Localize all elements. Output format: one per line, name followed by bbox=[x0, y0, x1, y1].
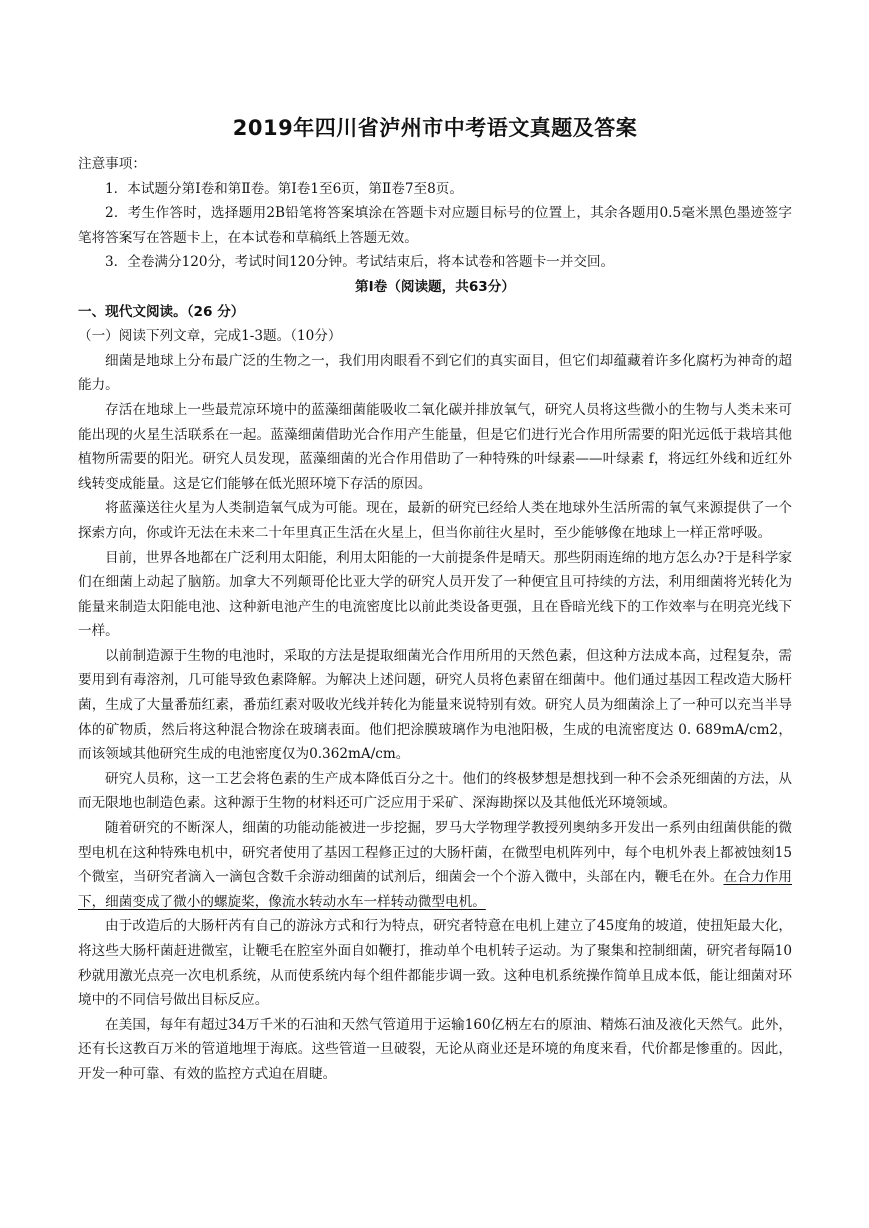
page-title: 2019年四川省泸州市中考语文真题及答案 bbox=[232, 116, 638, 140]
paragraph-9: 在美国，每年有超过34万千米的石油和天然气管道用于运输160亿柄左右的原油、精炼石油及液化天然气。此外，还有长这教百万米的管道地埋于海底。这些管道一旦破裂，无论从商业还是环境的角度来看，代价都是惨重的。因此，开发一种可靠、有效的监控方式迫在眉睫。 bbox=[78, 1016, 792, 1082]
paragraph-2: 存活在地球上一些最荒凉环境中的蓝藻细菌能吸收二氧化碳并排放氧气，研究人员将这些微小的生物与人类未来可能出现的火星生活联系在一起。蓝藻细菌借助光合作用产生能量，但是它们进行光合作用所需要的阳光远低于栽培其他植物所需要的阳光。研究人员发现，蓝藻细菌的光合作用借助了一种特殊的叶绿素——叶绿素 f，将远红外线和近红外线转变成能量。这是它们能够在低光照环境下存活的原因。 bbox=[78, 401, 792, 492]
exam-page bbox=[78, 112, 792, 1087]
notice-item-1: 1．本试题分第Ⅰ卷和第Ⅱ卷。第Ⅰ卷1至6页，第Ⅱ卷7至8页。 bbox=[105, 180, 463, 197]
paragraph-5: 以前制造源于生物的电池时，采取的方法是提取细菌光合作用所用的天然色素，但这种方法成本高，过程复杂，需要用到有毒溶剂，几可能导致色素降解。为解决上述问题，研究人员将色素留在细菌中。他们通过基因工程改造大肠杆菌，生成了大量番茄红素，番茄红素对吸收光线并转化为能量来说特别有效。研究人员为细菌涂上了一种可以充当半导体的矿物质，然后将这种混合物涂在玻璃表面。他们把涂膜玻璃作为电池阳极，生成的电流密度达 0. 689mA/cm2，而该领域其他研究生成的电池密度仅为0.362mA/cm。 bbox=[78, 647, 792, 763]
paragraph-1: 细菌是地球上分布最广泛的生物之一，我们用肉眼看不到它们的真实面目，但它们却蕴藏着许多化腐朽为神奇的超能力。 bbox=[78, 352, 792, 394]
sub-heading: （一）阅读下列文章，完成1-3题。（10分） bbox=[78, 328, 342, 345]
notice-item-2: 2．考生作答时，选择题用2B铅笔将答案填涂在答题卡对应题目标号的位置上，其余各题用0.5毫米黑色墨迹签字笔将答案写在答题卡上，在本试卷和草稿纸上答题无效。 bbox=[78, 205, 792, 246]
paragraph-8: 由于改造后的大肠杆芮有自己的游泳方式和行为特点，研究者特意在电机上建立了45度角的坡道，使扭矩最大化，将这些大肠杆菌赶进微室，让鞭毛在腔室外面自如鞭打，推动单个电机转子运动。为了聚集和控制细菌，研究者每隔10秒就用激光点亮一次电机系统，从而使系统内每个组件都能步调一致。这种电机系统操作简单且成本低，能让细菌对环境中的不同信号做出目标反应。 bbox=[78, 918, 792, 1009]
paragraph-7 bbox=[78, 816, 792, 914]
paragraph-6: 研究人员称，这一工艺会将色素的生产成本降低百分之十。他们的终极梦想是想找到一种不会杀死细菌的方法，从而无限地也制造色素。这种源于生物的材料还可广泛应用于采矿、深海勘探以及其他低光环境领域。 bbox=[78, 770, 792, 812]
paragraph-3: 将蓝藻送往火星为人类制造氧气成为可能。现在，最新的研究已经给人类在地球外生活所需的氧气来源提供了一个探索方向，你或许无法在未来二十年里真正生活在火星上，但当你前往火星时，至少能够像在地球上一样正常呼吸。 bbox=[78, 500, 792, 541]
notice-item-3: 3．全卷满分120分，考试时间120分钟。考试结束后，将本试卷和答题卡一并交回。 bbox=[105, 254, 615, 271]
part-heading: 一、现代文阅读。（26 分） bbox=[78, 303, 245, 320]
paragraph-4: 目前，世界各地都在广泛利用太阳能，利用太阳能的一大前提条件是晴天。那些阴雨连绵的地方怎么办?于是科学家们在细菌上动起了脑筋。加拿大不列颠哥伦比亚大学的研究人员开发了一种便宜且可持续的方法，利用细菌将光转化为能量来制造太阳能电池、这种新电池产生的电流密度比以前此类设备更强，且在昏暗光线下的工作效率与在明亮光线下一样。 bbox=[78, 549, 792, 640]
notice-heading: 注意事项： bbox=[78, 156, 146, 172]
underlined-sentence: 在合力作用下，细菌变成了微小的螺旋桨，像流水转动水车一样转动微型电机。 bbox=[78, 869, 792, 910]
section-title: 第Ⅰ卷（阅读题，共63分） bbox=[355, 278, 515, 295]
paragraph-7-text: 随着研究的不断深人，细菌的功能动能被进一步挖掘，罗马大学物理学教授列奥纳多开发出一系列由纽菌供能的微型电机在这种特殊电机中，研究者使用了基因工程修正过的大肠杆菌，在微型电机阵列中，每个电机外表上都被蚀刻15个微室，当研究者滴入一滴包含数千余游动细菌的试剂后，细菌会一个个游入微中，头部在内，鞭毛在外。 bbox=[78, 820, 792, 886]
